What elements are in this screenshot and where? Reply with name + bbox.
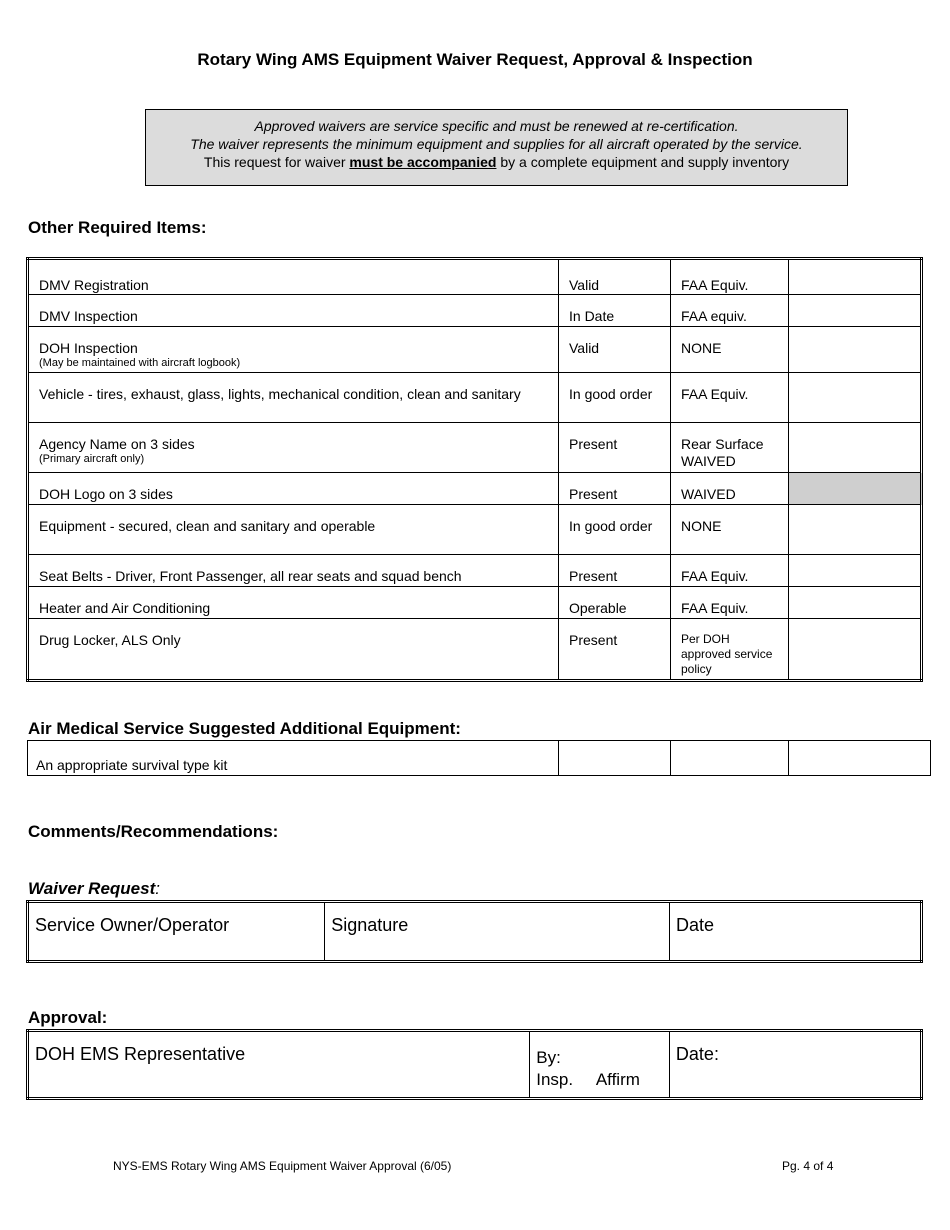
equivalent-label: NONE [681,518,722,534]
item-label: Agency Name on 3 sides [39,436,195,452]
equivalent-label: WAIVED [681,486,736,502]
equivalent-cell [671,327,789,373]
status-cell: In good order [559,373,671,423]
equivalent-cell [671,295,789,327]
notice-line-3-post: by a complete equipment and supply inventory [500,154,790,170]
notice-line-3-pre: This request for waiver [203,154,346,170]
status-cell: In good order [559,505,671,555]
inspection-check-cell[interactable] [789,295,922,327]
owner-operator-field[interactable]: Service Owner/Operator [28,902,325,962]
item-cell [28,473,559,505]
table-row [28,1031,922,1099]
approval-heading: Approval: [28,1008,108,1027]
approval-insp-label: Insp. [536,1070,574,1089]
suggested-equipment-table [27,740,931,776]
equivalent-cell [671,473,789,505]
waiver-request-heading-text: Waiver Request [28,879,156,898]
item-cell [28,423,559,473]
item-label: DMV Registration [39,277,149,293]
waiver-notice-box [145,109,848,186]
table-row [28,295,922,327]
item-label: DMV Inspection [39,308,138,324]
approval-date-field[interactable]: Date: [669,1031,921,1099]
status-cell: Operable [559,587,671,619]
item-label: DOH Inspection [39,340,138,356]
other-required-table [26,257,923,682]
approval-table [26,1029,923,1100]
item-label: Seat Belts - Driver, Front Passenger, all rear seats and squad bench [39,568,462,584]
doh-representative-field[interactable]: DOH EMS Representative [28,1031,530,1099]
item-label: Vehicle - tires, exhaust, glass, lights, mechanical condition, clean and sanitary [39,386,521,402]
item-note: (May be maintained with aircraft logbook) [39,357,241,369]
equivalent-label: FAA Equiv. [681,600,749,616]
item-cell [28,373,559,423]
inspection-check-cell[interactable] [789,555,922,587]
equivalent-cell [671,555,789,587]
equivalent-label: Per DOH approved service policy [681,632,773,676]
table-row [28,741,931,776]
item-note: (Primary aircraft only) [39,453,145,465]
item-label: Equipment - secured, clean and sanitary and operable [39,518,376,534]
equivalent-cell [671,423,789,473]
inspection-check-cell[interactable] [789,327,922,373]
item-cell [28,555,559,587]
approval-insp-affirm [536,1069,663,1091]
equivalent-label: FAA Equiv. [681,568,749,584]
waiver-request-colon: : [155,879,160,898]
approval-by-field[interactable] [530,1031,670,1099]
request-date-field[interactable]: Date [669,902,921,962]
suggested-check-cell[interactable] [789,741,931,776]
other-required-table-body [28,259,922,681]
item-cell [28,259,559,295]
inspection-check-cell[interactable] [789,259,922,295]
table-row [28,327,922,373]
notice-line-3-emphasis: must be accompanied [349,154,497,170]
item-cell [28,295,559,327]
footer-form-name: NYS-EMS Rotary Wing AMS Equipment Waiver Approval (6/05) [113,1159,452,1173]
item-label: DOH Logo on 3 sides [39,486,173,502]
equivalent-cell [671,505,789,555]
item-label: Heater and Air Conditioning [39,600,211,616]
other-required-heading: Other Required Items: [28,218,207,237]
footer-page-number: Pg. 4 of 4 [782,1159,834,1173]
item-label: Drug Locker, ALS Only [39,632,181,648]
item-cell [28,587,559,619]
signature-field[interactable]: Signature [325,902,670,962]
equivalent-cell [671,619,789,681]
status-cell: Present [559,423,671,473]
notice-line-2: The waiver represents the minimum equipment and supplies for all aircraft operated by the service. [190,136,803,152]
inspection-check-cell[interactable] [789,587,922,619]
item-cell [28,619,559,681]
approval-by-label: By: [536,1048,561,1067]
table-row [28,423,922,473]
table-row [28,555,922,587]
equivalent-label: NONE [681,340,722,356]
equivalent-cell [671,587,789,619]
notice-line-3 [146,153,847,171]
status-cell: Present [559,555,671,587]
inspection-check-cell [789,473,922,505]
table-row [28,259,922,295]
table-row [28,619,922,681]
waiver-request-table [26,900,923,963]
status-cell: Valid [559,259,671,295]
equivalent-cell [671,259,789,295]
suggested-item-cell: An appropriate survival type kit [28,741,559,776]
item-cell [28,327,559,373]
status-cell: Present [559,473,671,505]
table-row [28,902,922,962]
waiver-request-heading [28,879,160,899]
status-cell: Valid [559,327,671,373]
suggested-equipment-heading: Air Medical Service Suggested Additional Equipment: [28,719,461,738]
approval-affirm-label: Affirm [595,1070,640,1089]
inspection-check-cell[interactable] [789,505,922,555]
table-row [28,473,922,505]
comments-heading: Comments/Recommendations: [28,822,279,841]
suggested-equiv-cell[interactable] [671,741,789,776]
equivalent-label: Rear Surface WAIVED [681,436,764,469]
inspection-check-cell[interactable] [789,619,922,681]
table-row [28,373,922,423]
inspection-check-cell[interactable] [789,423,922,473]
table-row [28,587,922,619]
status-cell: In Date [559,295,671,327]
equivalent-label: FAA equiv. [681,308,747,324]
inspection-check-cell[interactable] [789,373,922,423]
page-title: Rotary Wing AMS Equipment Waiver Request, Approval & Inspection [197,50,753,69]
equivalent-label: FAA Equiv. [681,386,749,402]
suggested-status-cell[interactable] [559,741,671,776]
equivalent-label: FAA Equiv. [681,277,749,293]
table-row [28,505,922,555]
equivalent-cell [671,373,789,423]
notice-line-1: Approved waivers are service specific and must be renewed at re-certification. [254,118,739,134]
status-cell: Present [559,619,671,681]
item-cell [28,505,559,555]
